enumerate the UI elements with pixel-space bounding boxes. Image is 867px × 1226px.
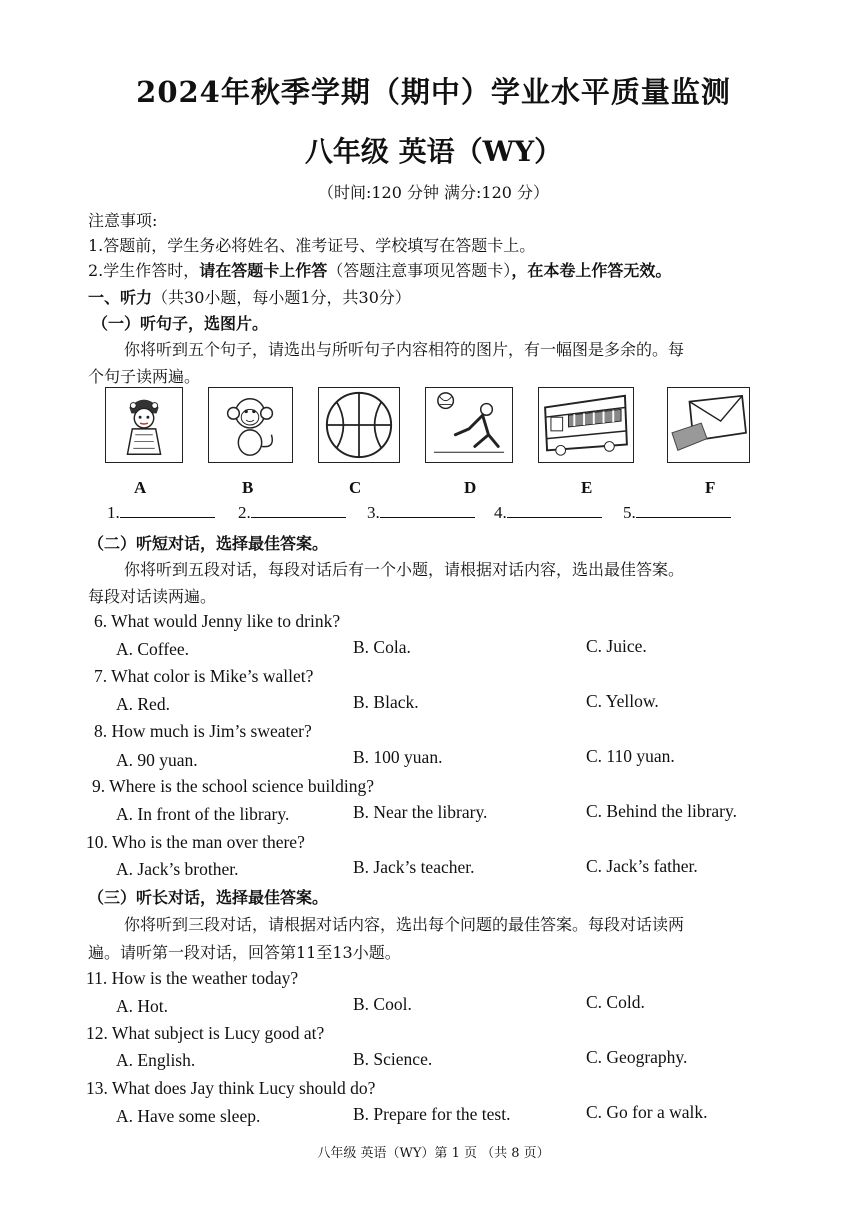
notes-item-2-part-d: ，在本卷上作答无效。 bbox=[511, 261, 672, 280]
question-7-option-a[interactable]: A. Red. bbox=[116, 694, 170, 714]
section-1-title: 一、听力 bbox=[88, 288, 153, 307]
notes-item-2-part-b: 请在答题卡上作答 bbox=[199, 261, 328, 280]
picture-e bbox=[538, 387, 634, 463]
question-11: 11. How is the weather today? bbox=[86, 968, 299, 988]
question-11-option-b[interactable]: B. Cool. bbox=[353, 994, 412, 1014]
question-10: 10. Who is the man over there? bbox=[86, 832, 305, 852]
question-9-option-b[interactable]: B. Near the library. bbox=[353, 802, 488, 822]
question-6: 6. What would Jenny like to drink? bbox=[94, 611, 341, 631]
question-7: 7. What color is Mike’s wallet? bbox=[94, 666, 314, 686]
picture-f bbox=[667, 387, 750, 463]
question-12: 12. What subject is Lucy good at? bbox=[86, 1023, 325, 1043]
part-1-instructions-line-1: 你将听到五个句子，请选出与所听句子内容相符的图片，有一幅图是多余的。每 bbox=[124, 340, 685, 359]
picture-d bbox=[425, 387, 513, 463]
question-13: 13. What does Jay think Lucy should do? bbox=[86, 1078, 376, 1098]
monkey-icon bbox=[209, 388, 292, 462]
notes-heading: 注意事项: bbox=[88, 211, 158, 230]
question-6-option-c[interactable]: C. Juice. bbox=[586, 636, 647, 656]
picture-label-d: D bbox=[464, 478, 477, 497]
part-2-instructions-line-1: 你将听到五段对话，每段对话后有一个小题，请根据对话内容，选出最佳答案。 bbox=[124, 560, 685, 579]
exam-title: 2024年秋季学期（期中）学业水平质量监测 bbox=[136, 75, 731, 109]
exam-subtitle: 八年级 英语（WY） bbox=[304, 135, 563, 168]
question-13-option-a[interactable]: A. Have some sleep. bbox=[116, 1106, 261, 1126]
question-11-option-a[interactable]: A. Hot. bbox=[116, 996, 169, 1016]
part-2-instructions-line-2: 每段对话读两遍。 bbox=[88, 587, 217, 606]
question-8: 8. How much is Jim’s sweater? bbox=[94, 721, 312, 741]
section-1-heading bbox=[88, 285, 411, 308]
section-1-scoring: （共30小题，每小题1分，共30分） bbox=[152, 288, 411, 307]
part-3-instructions-line-2: 遍。请听第一段对话，回答第11至13小题。 bbox=[88, 943, 401, 962]
answer-blank-2[interactable]: 2. bbox=[238, 503, 346, 523]
question-8-option-b[interactable]: B. 100 yuan. bbox=[353, 747, 443, 767]
notes-item-2-part-a: 2.学生作答时， bbox=[88, 261, 200, 280]
volleyball-player-icon bbox=[426, 388, 512, 462]
answer-blank-5[interactable]: 5. bbox=[623, 503, 731, 523]
question-10-option-c[interactable]: C. Jack’s father. bbox=[586, 856, 698, 876]
question-13-option-c[interactable]: C. Go for a walk. bbox=[586, 1102, 708, 1122]
answer-blank-4[interactable]: 4. bbox=[494, 503, 602, 523]
picture-label-b: B bbox=[242, 478, 254, 497]
notes-item-1: 1.答题前，学生务必将姓名、准考证号、学校填写在答题卡上。 bbox=[88, 236, 536, 255]
exam-time-info: （时间:120 分钟 满分:120 分） bbox=[317, 183, 550, 202]
part-3-title: （三）听长对话，选择最佳答案。 bbox=[88, 888, 329, 907]
peking-opera-figure-icon bbox=[106, 388, 182, 462]
question-7-option-b[interactable]: B. Black. bbox=[353, 692, 419, 712]
question-8-option-c[interactable]: C. 110 yuan. bbox=[586, 746, 675, 766]
part-3-instructions-line-1: 你将听到三段对话，请根据对话内容，选出每个问题的最佳答案。每段对话读两 bbox=[124, 915, 685, 934]
picture-label-e: E bbox=[581, 478, 593, 497]
question-13-option-b[interactable]: B. Prepare for the test. bbox=[353, 1104, 511, 1124]
question-12-option-a[interactable]: A. English. bbox=[116, 1050, 196, 1070]
question-9-option-a[interactable]: A. In front of the library. bbox=[116, 804, 290, 824]
question-8-option-a[interactable]: A. 90 yuan. bbox=[116, 750, 198, 770]
question-11-option-c[interactable]: C. Cold. bbox=[586, 992, 645, 1012]
question-7-option-c[interactable]: C. Yellow. bbox=[586, 691, 659, 711]
picture-label-c: C bbox=[349, 478, 362, 497]
answer-blank-3[interactable]: 3. bbox=[367, 503, 475, 523]
train-icon bbox=[539, 388, 633, 462]
question-9: 9. Where is the school science building? bbox=[92, 776, 375, 796]
picture-b bbox=[208, 387, 293, 463]
page-footer: 八年级 英语（WY）第 1 页 （共 8 页） bbox=[317, 1146, 550, 1161]
question-10-option-b[interactable]: B. Jack’s teacher. bbox=[353, 857, 475, 877]
question-6-option-b[interactable]: B. Cola. bbox=[353, 637, 411, 657]
question-9-option-c[interactable]: C. Behind the library. bbox=[586, 801, 737, 821]
picture-a bbox=[105, 387, 183, 463]
question-6-option-a[interactable]: A. Coffee. bbox=[116, 639, 190, 659]
question-12-option-b[interactable]: B. Science. bbox=[353, 1049, 433, 1069]
basketball-icon bbox=[319, 388, 399, 462]
picture-label-f: F bbox=[705, 478, 716, 497]
part-2-title: （二）听短对话，选择最佳答案。 bbox=[88, 534, 329, 553]
part-1-title: （一）听句子，选图片。 bbox=[92, 314, 269, 333]
envelope-icon bbox=[668, 388, 749, 462]
question-12-option-c[interactable]: C. Geography. bbox=[586, 1047, 688, 1067]
question-10-option-a[interactable]: A. Jack’s brother. bbox=[116, 859, 239, 879]
notes-item-2-part-c: （答题注意事项见答题卡） bbox=[327, 261, 512, 280]
answer-blank-1[interactable]: 1. bbox=[107, 503, 215, 523]
notes-item-2 bbox=[88, 258, 671, 281]
picture-c bbox=[318, 387, 400, 463]
picture-label-a: A bbox=[134, 478, 147, 497]
part-1-instructions-line-2: 个句子读两遍。 bbox=[88, 367, 201, 386]
